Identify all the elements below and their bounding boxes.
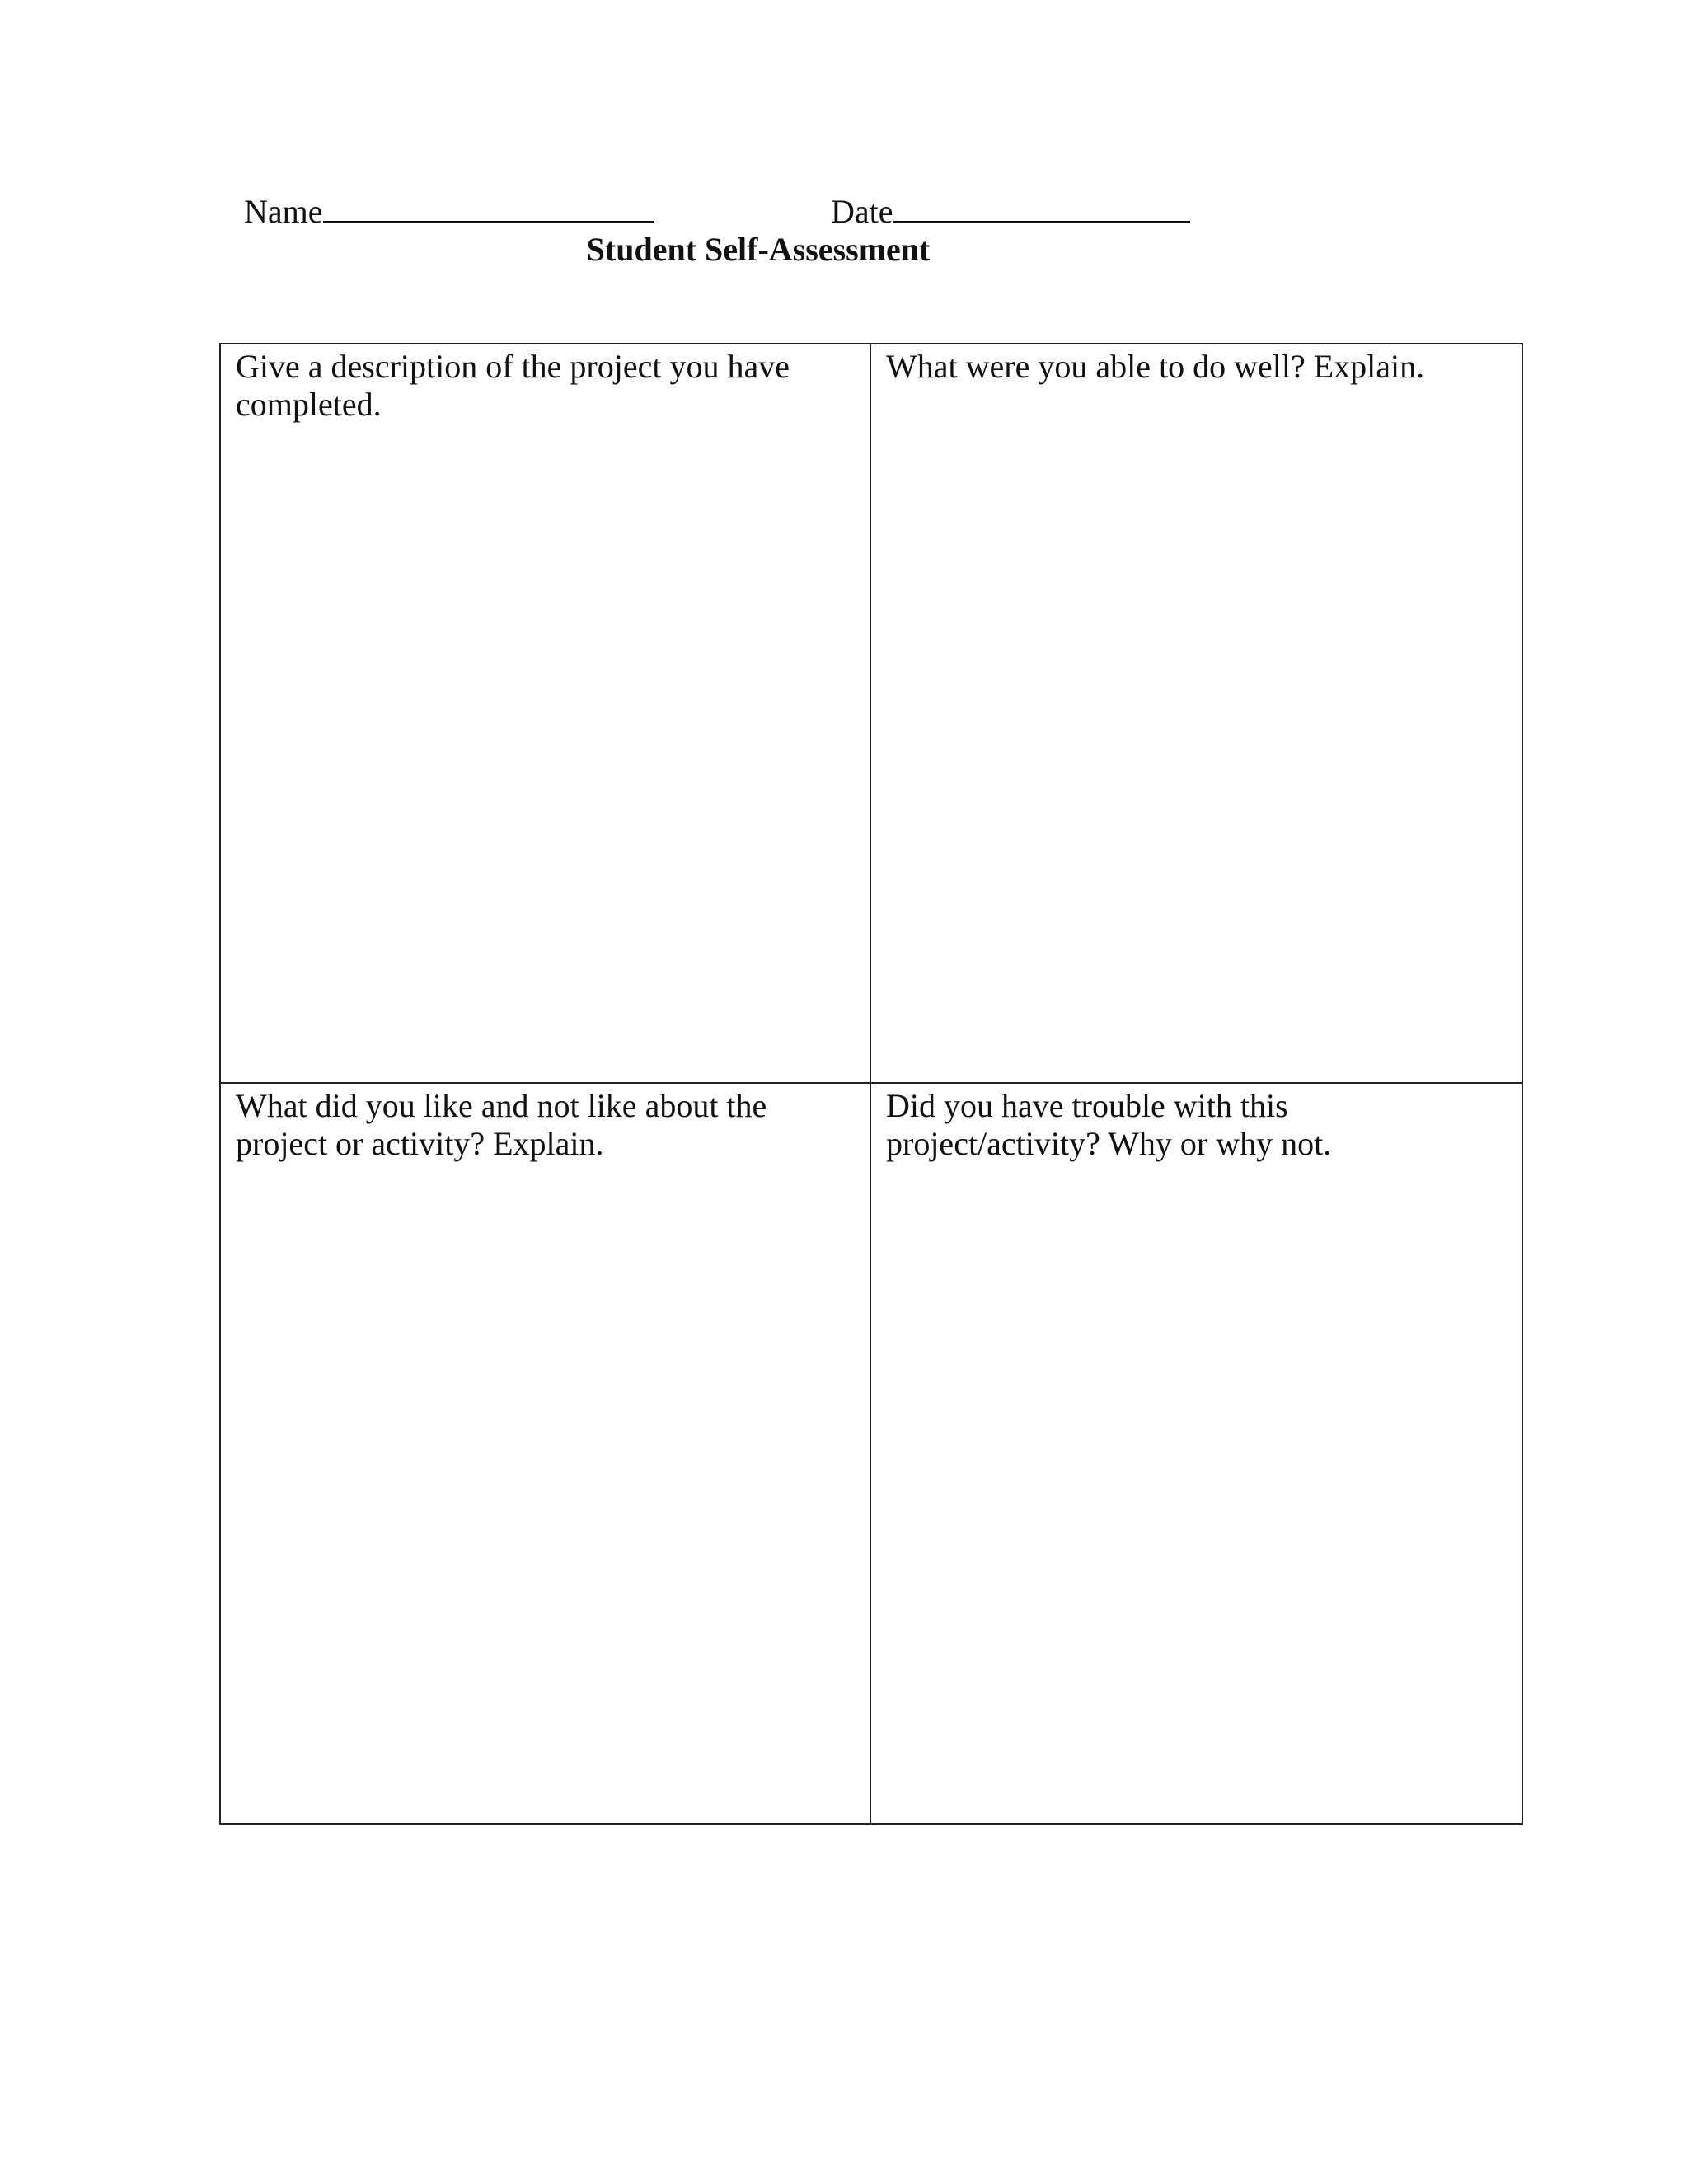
question-cell-trouble[interactable] bbox=[871, 1084, 1522, 1823]
assessment-table bbox=[219, 343, 1523, 1825]
date-label: Date bbox=[831, 193, 893, 230]
question-text: What were you able to do well? Explain. bbox=[886, 348, 1425, 385]
question-cell-likes-dislikes[interactable] bbox=[221, 1084, 871, 1823]
question-text: What did you like and not like about the project or activity? Explain. bbox=[236, 1087, 767, 1162]
page-title: Student Self-Assessment bbox=[586, 231, 931, 268]
question-text: Give a description of the project you have completed. bbox=[236, 348, 790, 423]
question-cell-description[interactable] bbox=[221, 344, 871, 1084]
question-text: Did you have trouble with this project/activity? Why or why not. bbox=[886, 1087, 1332, 1162]
name-field[interactable] bbox=[244, 191, 654, 232]
question-cell-did-well[interactable] bbox=[871, 344, 1522, 1084]
name-blank-line[interactable] bbox=[323, 220, 654, 223]
date-field[interactable] bbox=[831, 191, 1190, 232]
date-blank-line[interactable] bbox=[893, 220, 1190, 223]
name-label: Name bbox=[244, 193, 323, 230]
